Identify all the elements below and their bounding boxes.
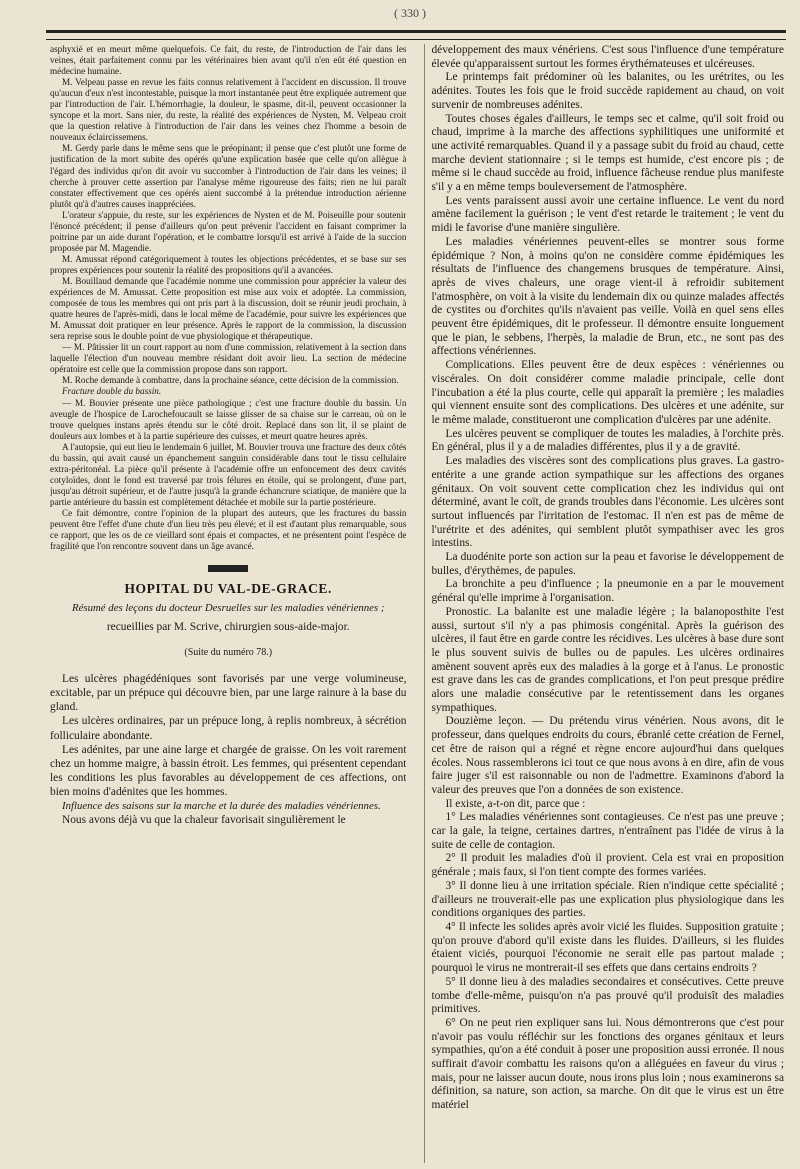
- paragraph: M. Roche demande à combattre, dans la prochaine séance, cette décision de la commission.: [62, 375, 399, 386]
- paragraph: Nous avons déjà vu que la chaleur favorisait singulièrement le: [62, 813, 346, 826]
- paragraph: 3° Il donne lieu à une irritation spéciale. Rien n'indique cette spécialité ; d'ailleurs ne trouverait-elle pas une explication plus physiologique dans les conditions organiques des parties.: [431, 879, 784, 920]
- paragraph: M. Gerdy parle dans le même sens que le préopinant; il pense que c'est plutôt une forme de justification de la mort subite des opérés qu'une explication basée que celle qu'on allègue à l'égard des individus qu'on dit avoir vu succomber à l'introduction de l'air dans les veines; il cherche à prouver cette assertion par l'analyse même rigoureuse des faits; rien ne lui paraît constater effectivement que ces opérés aient succombé à la prétendue introduction aérienne plutôt qu'à d'autres causes inappréciées.: [50, 143, 407, 209]
- paragraph: L'orateur s'appuie, du reste, sur les expériences de Nysten et de M. Poiseuille pour soutenir l'énoncé précédent; il pense d'ailleurs qu'on peut prévenir l'accident en faisant comprimer la poitrine par un aide durant l'opération, et le combattre lorsqu'il est arrivé à l'aide de la succion proposée par M. Magendie.: [50, 209, 407, 253]
- paragraph: Il existe, a-t-on dit, parce que :: [445, 797, 586, 810]
- paragraph: Douzième leçon. — Du prétendu virus vénérien. Nous avons, dit le professeur, dans quelques endroits du cours, ébranlé cette création de Fernel, cet être de raison qui a régné et règne encore aujourd'hui dans quelques écoles. Nous rassemblerons ici tout ce que nous avons à en dire, afin de vous faire juger s'il est raisonnable ou non de l'admettre. Examinons d'abord la valeur des preuves que l'on a données de son existence.: [431, 715, 784, 796]
- paragraph: 1° Les maladies vénériennes sont contagieuses. Ce n'est pas une preuve ; car la gale, la teigne, certaines dartres, n'entraînent pas l'idée de virus à la suite de celle de contagion.: [431, 811, 784, 851]
- paragraph: Les vents paraissent aussi avoir une certaine influence. Le vent du nord amène facilement la guérison ; le vent d'est retarde le traitement ; le vent du midi le favorise d'une manière singulière.: [431, 194, 784, 235]
- paragraph: A l'autopsie, qui eut lieu le lendemain 6 juillet, M. Bouvier trouva une fracture des deux côtés du bassin, qui avait causé un épanchement sanguin considérable dans tout le tissu cellulaire extra-péritonéal. La pièce qu'il présente à l'académie offre un enfoncement des deux cavités cotyloïdes, dont le fond est traversé par trois félures en étoile, qui se prolongent, d'une part, jusqu'au détroit supérieur, et de l'autre jusqu'à la grande échancrure sciatique, de manière que la partie antérieure du bassin est complètement détachée et mobile sur la partie postérieure.: [50, 441, 407, 507]
- paragraph: Les ulcères ordinaires, par un prépuce long, à replis nombreux, à sécrétion folliculaire abondante.: [50, 715, 407, 742]
- paragraph: Les adénites, par une aine large et chargée de graisse. On les voit rarement chez un homme maigre, à bassin étroit. Les femmes, qui présentent cependant les conditions les plus favorables au développement de ces affections, ont bien moins d'adénites que les hommes.: [50, 743, 407, 799]
- paragraph: Le printemps fait prédominer où les balanites, ou les urétrites, ou les adénites. Toutes les fois que le froid succède rapidement au chaud, on voit survenir de nombreuses adénites.: [431, 71, 784, 111]
- paragraph: 6° On ne peut rien expliquer sans lui. Nous démontrerons que c'est pour n'avoir pas voulu réfléchir sur les fonctions des organes génitaux et leurs sympathies, qu'on a été conduit à poser une proposition aussi erronée. Il nous suffirait d'avoir combattu les raisons qu'on a alléguées en faveur du virus ; mais, pour ne laisser aucun doute, nous irons plus loin ; nous examinerons sa définition, sa nature, son action, sa marche. On dit que le virus est un être matériel: [431, 1016, 784, 1112]
- author-line: recueillies par M. Scrive, chirurgien sous-aide-major.: [106, 621, 350, 634]
- paragraph: Les ulcères peuvent se compliquer de toutes les maladies, à l'orchite près. En général, plus il y a de maladies différentes, plus il y a de gravité.: [431, 427, 784, 454]
- paragraph: 2° Il produit les maladies d'où il provient. Cela est vrai en proposition générale ; mais faux, si l'on tient compte des formes variées.: [431, 852, 784, 879]
- fracture-title: Fracture double du bassin.: [62, 386, 162, 397]
- columns: [50, 44, 784, 1163]
- paragraph: Les maladies vénériennes peuvent-elles se montrer sous forme épidémique ? Non, à moins qu'on ne considère comme épidémiques les résultats de l'influence des changemens brusques de température. Ainsi, après de vives chaleurs, une orage vient-il à refroidir subitement l'atmosphère, on voit à la visite du lendemain dix ou quinze malades affectés de cystites ou d'orchites qu'ils n'avaient pas veille. Voilà en quel sens elles peuvent être épidémiques, dit le professeur. Il démontre ensuite longuement que le pian, le sebbens, l'herpès, la maladie de Brun, etc., ne sont pas des affections vénériennes.: [431, 235, 784, 358]
- continuation-note: (Suite du numéro 78.): [184, 646, 273, 658]
- influence-title: Influence des saisons sur la marche et la durée des maladies vénériennes.: [62, 799, 381, 812]
- left-column: [50, 44, 406, 1163]
- paragraph: Les maladies des viscères sont des complications plus graves. La gastro-entérite a une grande action sympathique sur les affections des organes génitaux. On voit souvent cette complication chez les individus qui ont déterminé, avant le coït, de grands troubles dans l'économie. Les ulcères sont surtout influencés par l'irritation de l'estomac. Il n'en est pas de même de l'urétrite et des adénites, qui semblent plutôt sympathiser avec les gros intestins.: [431, 455, 784, 550]
- paragraph: — M. Pâtissier lit un court rapport au nom d'une commission, relativement à la section dans laquelle l'élection d'un nouveau membre résidant doit avoir lieu. La section de médecine opératoire est celle que la commission propose dans son rapport.: [50, 342, 407, 375]
- paragraph: M. Amussat répond catégoriquement à toutes les objections précédentes, et se base sur ses propres expériences pour soutenir la réalité des propositions qu'il a avancées.: [50, 253, 407, 275]
- academy-report: [50, 44, 406, 386]
- page-number: ( 330 ): [394, 6, 426, 20]
- paragraph: Toutes choses égales d'ailleurs, le temps sec et calme, qu'il soit froid ou chaud, imprime à la marche des affections syphilitiques une uniformité et une activité remarquables. Quand il y a passage subit du froid au chaud, cette marche devient stationnaire ; si le temps est humide, c'est encore pis ; de même si le chaud succède au froid, influence fâcheuse rendue plus manifeste s'il y a en même temps bouleversement de l'atmosphère.: [431, 112, 784, 194]
- header-rule: [46, 30, 786, 40]
- paragraph: développement des maux vénériens. C'est sous l'influence d'une température élevée qu'apparaissent surtout les formes érythémateuses et ulcéreuses.: [431, 44, 784, 70]
- paragraph: Complications. Elles peuvent être de deux espèces : vénériennes ou viscérales. On doit considérer comme maladie principale, celle dont l'incubation a été la plus courte, celle qui apparaît la première ; les maladies qui viennent ensuite sont des complications. Des ulcères et une adénite, sur le même malade, constitueront une complication d'ulcères par une adénite.: [431, 359, 784, 426]
- fracture-report: [50, 398, 406, 553]
- lecture-title: Résumé des leçons du docteur Desruelles sur les maladies vénériennes ;: [72, 602, 385, 615]
- paragraph: M. Bouillaud demande que l'académie nomme une commission pour apprécier la valeur des expériences de M. Amussat. Cette proposition est mise aux voix et adoptée. La commission, composée de tous les membres qui ont pris part à la discussion, doit se réunir jeudi prochain, à quatre heures de l'après-midi, dans le local même de l'académie, pour suivre les expériences que M. Amussat doit pratiquer en leur présence. Après le rapport de la commission, la discussion sera reprise sous le double point de vue physiologique et thérapeutique.: [50, 275, 407, 342]
- paragraph: M. Velpeau passe en revue les faits connus relativement à l'accident en discussion. Il trouve qu'aucun d'eux n'est incontestable, puisque la mort instantanée peut être expliquée autrement que par l'introduction de l'air. L'hémorrhagie, la douleur, le spasme, dit-il, peuvent occasionner la syncope et la mort. Sans nier, du reste, la réalité des expériences de Nysten, M. Velpeau croit que la question relative à l'introduction de l'air dans les veines chez l'homme a besoin de nouveaux éclaircissemens.: [50, 77, 407, 143]
- right-column: [424, 44, 784, 1163]
- paragraph: La bronchite a peu d'influence ; la pneumonie en a par le mouvement général qu'elle imprime à l'organisation.: [431, 578, 784, 605]
- paragraph: 4° Il infecte les solides après avoir vicié les fluides. Supposition gratuite ; qu'on prouve d'abord qu'il existe dans les fluides. D'ailleurs, si les fluides étaient viciés, pourquoi l'économie ne serait elle pas partout malade ; pourquoi le virus ne montrerait-il ses effets que dans certains endroits ?: [431, 921, 784, 975]
- paragraph: Pronostic. La balanite est une maladie légère ; la balanoposthite l'est aussi, surtout s'il n'y a pas phimosis congénital. Après la guérison des ulcères, il faut être en garde contre les récidives. Les ulcères à base dure sont le plus souvent suivis de bulles ou de papules. Les ulcères ordinaires amènent souvent après eux des maladies à la gorge et à l'anus. Le pronostic est grave dans les cas de grandes complications, et l'on peut presque prédire alors une maladie consécutive par le retentissement dans les organes sympathiques.: [431, 605, 784, 714]
- paragraph: Ce fait démontre, contre l'opinion de la plupart des auteurs, que les fractures du bassin peuvent être l'effet d'une chute d'un lieu très peu élevé; et il est d'autant plus remarquable, sous ce rapport, que les os de ce vieillard sont épais et compactes, et ne présentent point l'espèce de fragilité que l'on rencontre souvent dans un âge avancé.: [50, 507, 407, 552]
- paragraph: 5° Il donne lieu à des maladies secondaires et consécutives. Cette preuve tombe d'elle-même, puisqu'on n'a pas prouvé qu'il produisît des maladies primitives.: [431, 975, 784, 1016]
- paragraph: asphyxié et en meurt même quelquefois. Ce fait, du reste, de l'introduction de l'air dans les veines, était parfaitement connu par les vétérinaires bien avant qu'il n'en eût été question en médecine humaine.: [50, 44, 407, 77]
- paragraph: Les ulcères phagédéniques sont favorisés par une verge volumineuse, excitable, par un prépuce qui découvre bien, par une large rainure à la base du gland.: [50, 672, 407, 714]
- paragraph: La duodénite porte son action sur la peau et favorise le développement de bulles, d'érythèmes, de papules.: [431, 551, 784, 577]
- lecture-text: [50, 672, 406, 827]
- hospital-title: HOPITAL DU VAL-DE-GRACE.: [124, 581, 333, 597]
- paragraph: — M. Bouvier présente une pièce pathologique ; c'est une fracture double du bassin. Un aveugle de l'hospice de Larochefoucault se laisse glisser de sa chaise sur le carreau, où on le trouve quelques instans après étendu sur le côté droit. Replacé dans son lit, il se plaint de douleurs aux lombes et à la partie supérieure des cuisses, et meurt quatre heures après.: [50, 397, 407, 441]
- section-separator: [208, 565, 248, 572]
